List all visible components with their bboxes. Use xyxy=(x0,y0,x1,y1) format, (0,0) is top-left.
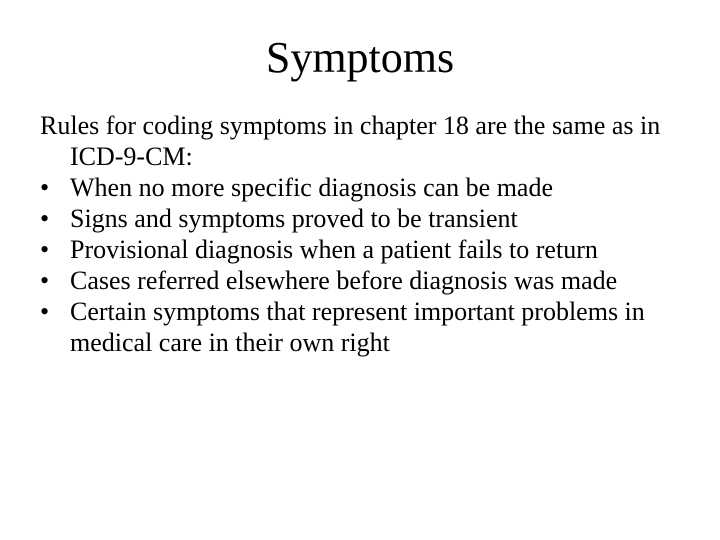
slide-title: Symptoms xyxy=(265,33,455,82)
slide-body xyxy=(40,110,700,358)
bullet-icon: • xyxy=(40,235,50,264)
bullet-icon: • xyxy=(40,266,50,295)
bullet-icon: • xyxy=(40,297,50,326)
intro-text: Rules for coding symptoms in chapter 18 are the same as in ICD-9-CM: xyxy=(40,111,661,171)
bullet-text: When no more specific diagnosis can be made xyxy=(70,173,553,202)
bullet-item xyxy=(40,296,700,358)
bullet-item xyxy=(40,203,700,234)
bullet-icon: • xyxy=(40,173,50,202)
bullet-text: Certain symptoms that represent important problems in medical care in their own right xyxy=(70,297,645,357)
bullet-text: Provisional diagnosis when a patient fails to return xyxy=(70,235,598,264)
bullet-item xyxy=(40,234,700,265)
bullet-text: Cases referred elsewhere before diagnosis was made xyxy=(70,266,618,295)
bullet-item xyxy=(40,172,700,203)
bullet-item xyxy=(40,265,700,296)
bullet-list xyxy=(40,172,700,358)
bullet-text: Signs and symptoms proved to be transient xyxy=(70,204,518,233)
bullet-icon: • xyxy=(40,204,50,233)
